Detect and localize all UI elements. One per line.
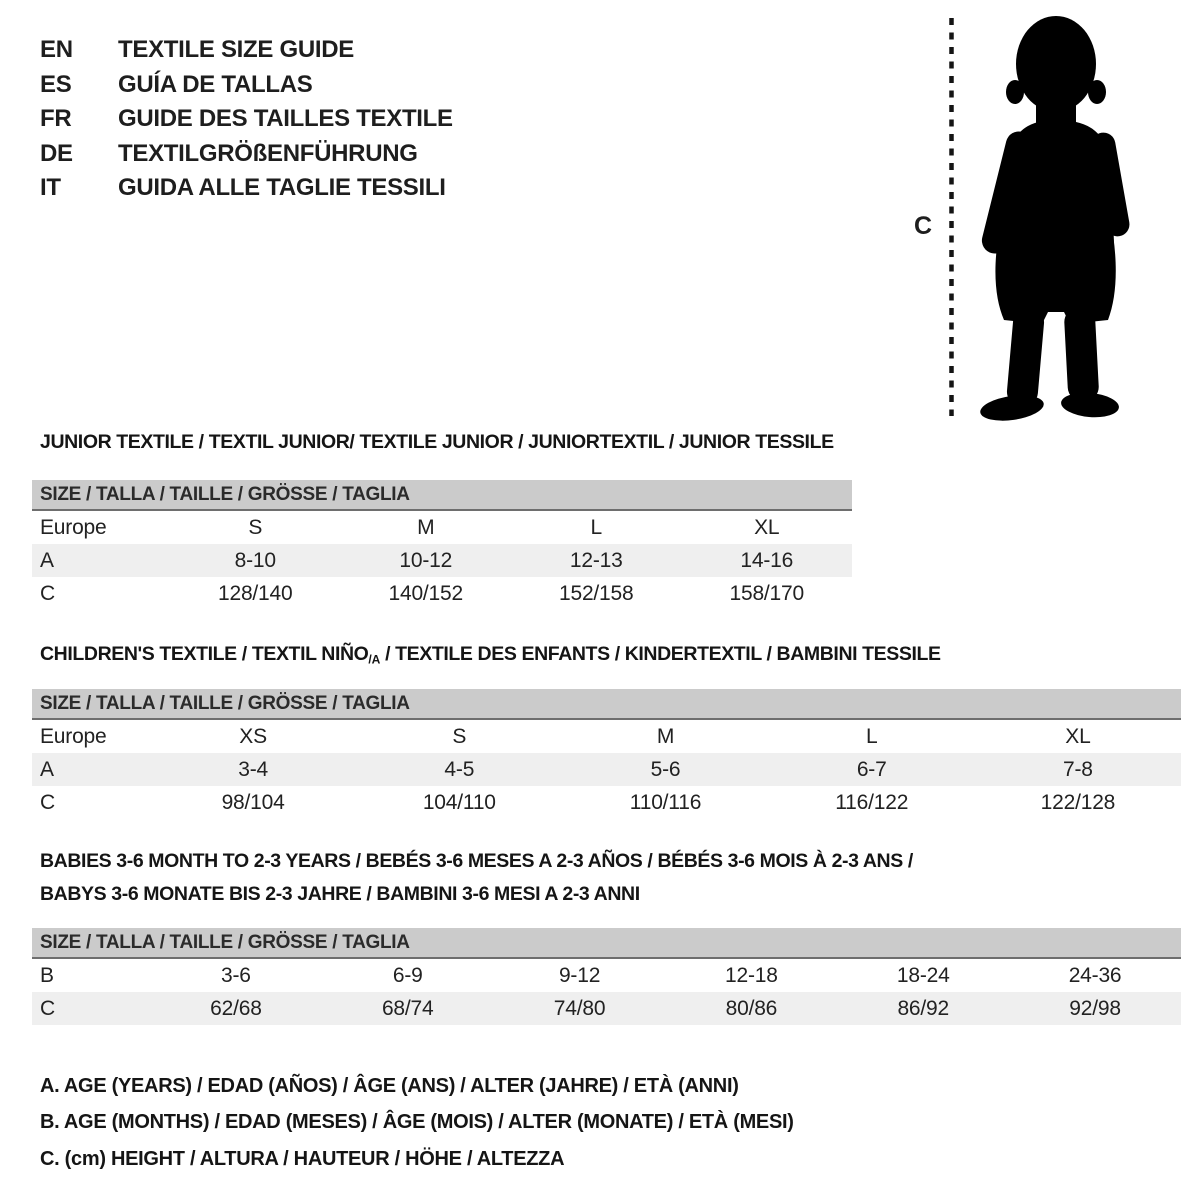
language-row-de <box>40 137 453 172</box>
height-cell: 122/128 <box>1040 790 1116 814</box>
legend-line-a: A. AGE (YEARS) / EDAD (AÑOS) / ÂGE (ANS) / ALTER (JAHRE) / ETÀ (ANNI) <box>40 1074 739 1097</box>
age-cell: 10-12 <box>399 548 453 572</box>
age-cell: 6-7 <box>856 757 887 781</box>
height-cell: 140/152 <box>388 581 463 605</box>
row-label: C <box>40 790 55 814</box>
size-cell: S <box>452 724 467 748</box>
size-header-bar: SIZE / TALLA / TAILLE / GRÖSSE / TAGLIA <box>32 928 1181 959</box>
babies-size-table <box>32 928 1181 1025</box>
size-cell: L <box>590 515 602 539</box>
height-cell: 158/170 <box>729 581 804 605</box>
height-cell: 98/104 <box>221 790 285 814</box>
language-row-it <box>40 171 453 206</box>
table-row-age <box>32 753 1181 786</box>
row-label: Europe <box>40 515 107 539</box>
age-cell: 8-10 <box>234 548 276 572</box>
language-row-en <box>40 33 453 68</box>
language-label: GUIDE DES TAILLES TEXTILE <box>118 105 453 133</box>
language-label: TEXTILGRÖßENFÜHRUNG <box>118 139 418 167</box>
size-header-bar: SIZE / TALLA / TAILLE / GRÖSSE / TAGLIA <box>32 689 1181 720</box>
months-cell: 9-12 <box>558 963 601 987</box>
age-cell: 14-16 <box>740 548 794 572</box>
months-cell: 18-24 <box>896 963 950 987</box>
size-header-bar: SIZE / TALLA / TAILLE / GRÖSSE / TAGLIA <box>32 480 852 511</box>
size-cell: M <box>656 724 675 748</box>
children-size-table <box>32 689 1181 819</box>
age-cell: 12-13 <box>569 548 623 572</box>
babies-title-line1: BABIES 3-6 MONTH TO 2-3 YEARS / BEBÉS 3-6 MESES A 2-3 AÑOS / BÉBÉS 3-6 MOIS À 2-3 ANS / <box>40 850 913 872</box>
legend-line-c: C. (cm) HEIGHT / ALTURA / HAUTEUR / HÖHE / ALTEZZA <box>40 1147 565 1170</box>
height-cell: 152/158 <box>558 581 634 605</box>
age-cell: 5-6 <box>650 757 681 781</box>
table-row-europe <box>32 511 852 544</box>
children-title-text: CHILDREN'S TEXTILE / TEXTIL NIÑO <box>40 643 369 665</box>
language-row-fr <box>40 102 453 137</box>
height-cell: 104/110 <box>422 790 496 814</box>
size-cell: M <box>417 515 435 539</box>
children-title-sub: /A <box>368 652 381 667</box>
size-cell: S <box>248 515 263 539</box>
height-cell: 80/86 <box>725 996 778 1020</box>
height-cell: 116/122 <box>835 790 909 814</box>
language-list <box>40 33 453 206</box>
height-cell: 74/80 <box>553 996 606 1020</box>
language-code: IT <box>40 174 61 202</box>
table-row-height <box>32 992 1181 1025</box>
height-cell: 110/116 <box>629 790 702 814</box>
age-cell: 4-5 <box>444 757 475 781</box>
table-row-months <box>32 959 1181 992</box>
size-cell: XS <box>239 724 267 748</box>
table-row-height <box>32 577 852 610</box>
language-label: GUÍA DE TALLAS <box>118 70 313 98</box>
row-label: Europe <box>40 724 107 748</box>
language-label: TEXTILE SIZE GUIDE <box>118 36 354 64</box>
language-code: DE <box>40 139 73 167</box>
height-measure-dashed-line <box>947 16 956 418</box>
language-label: GUIDA ALLE TAGLIE TESSILI <box>118 174 446 202</box>
height-cell: 62/68 <box>210 996 262 1020</box>
row-label: A <box>40 757 54 781</box>
months-cell: 3-6 <box>221 963 251 987</box>
size-cell: L <box>865 724 878 748</box>
children-section-title <box>40 643 941 666</box>
children-title-text: / TEXTILE DES ENFANTS / KINDERTEXTIL / BAMBINI TESSILE <box>380 643 941 665</box>
babies-title-line2: BABYS 3-6 MONATE BIS 2-3 JAHRE / BAMBINI 3-6 MESI A 2-3 ANNI <box>40 883 640 905</box>
table-row-europe <box>32 720 1181 753</box>
junior-section-title: JUNIOR TEXTILE / TEXTIL JUNIOR/ TEXTILE JUNIOR / JUNIORTEXTIL / JUNIOR TESSILE <box>40 431 834 453</box>
months-cell: 6-9 <box>392 963 423 987</box>
junior-size-table <box>32 480 852 610</box>
baby-silhouette-icon <box>960 12 1144 422</box>
language-code: ES <box>40 70 72 98</box>
height-cell: 86/92 <box>897 996 949 1020</box>
row-label: C <box>40 581 55 605</box>
months-cell: 12-18 <box>725 963 778 987</box>
months-cell: 24-36 <box>1068 963 1122 987</box>
size-cell: XL <box>1065 724 1091 748</box>
language-code: EN <box>40 36 73 64</box>
table-row-height <box>32 786 1181 819</box>
age-cell: 3-4 <box>238 757 268 781</box>
measure-label-c: C <box>914 212 933 240</box>
height-cell: 92/98 <box>1069 996 1121 1020</box>
age-cell: 7-8 <box>1063 757 1093 781</box>
table-row-age <box>32 544 852 577</box>
height-cell: 128/140 <box>217 581 293 605</box>
height-cell: 68/74 <box>381 996 434 1020</box>
babies-section-title <box>40 845 913 911</box>
row-label: B <box>40 963 54 987</box>
language-code: FR <box>40 105 72 133</box>
size-cell: XL <box>754 515 780 539</box>
legend <box>40 1068 794 1178</box>
language-row-es <box>40 68 453 103</box>
row-label: A <box>40 548 54 572</box>
row-label: C <box>40 996 55 1020</box>
legend-line-b: B. AGE (MONTHS) / EDAD (MESES) / ÂGE (MOIS) / ALTER (MONATE) / ETÀ (MESI) <box>40 1111 794 1134</box>
